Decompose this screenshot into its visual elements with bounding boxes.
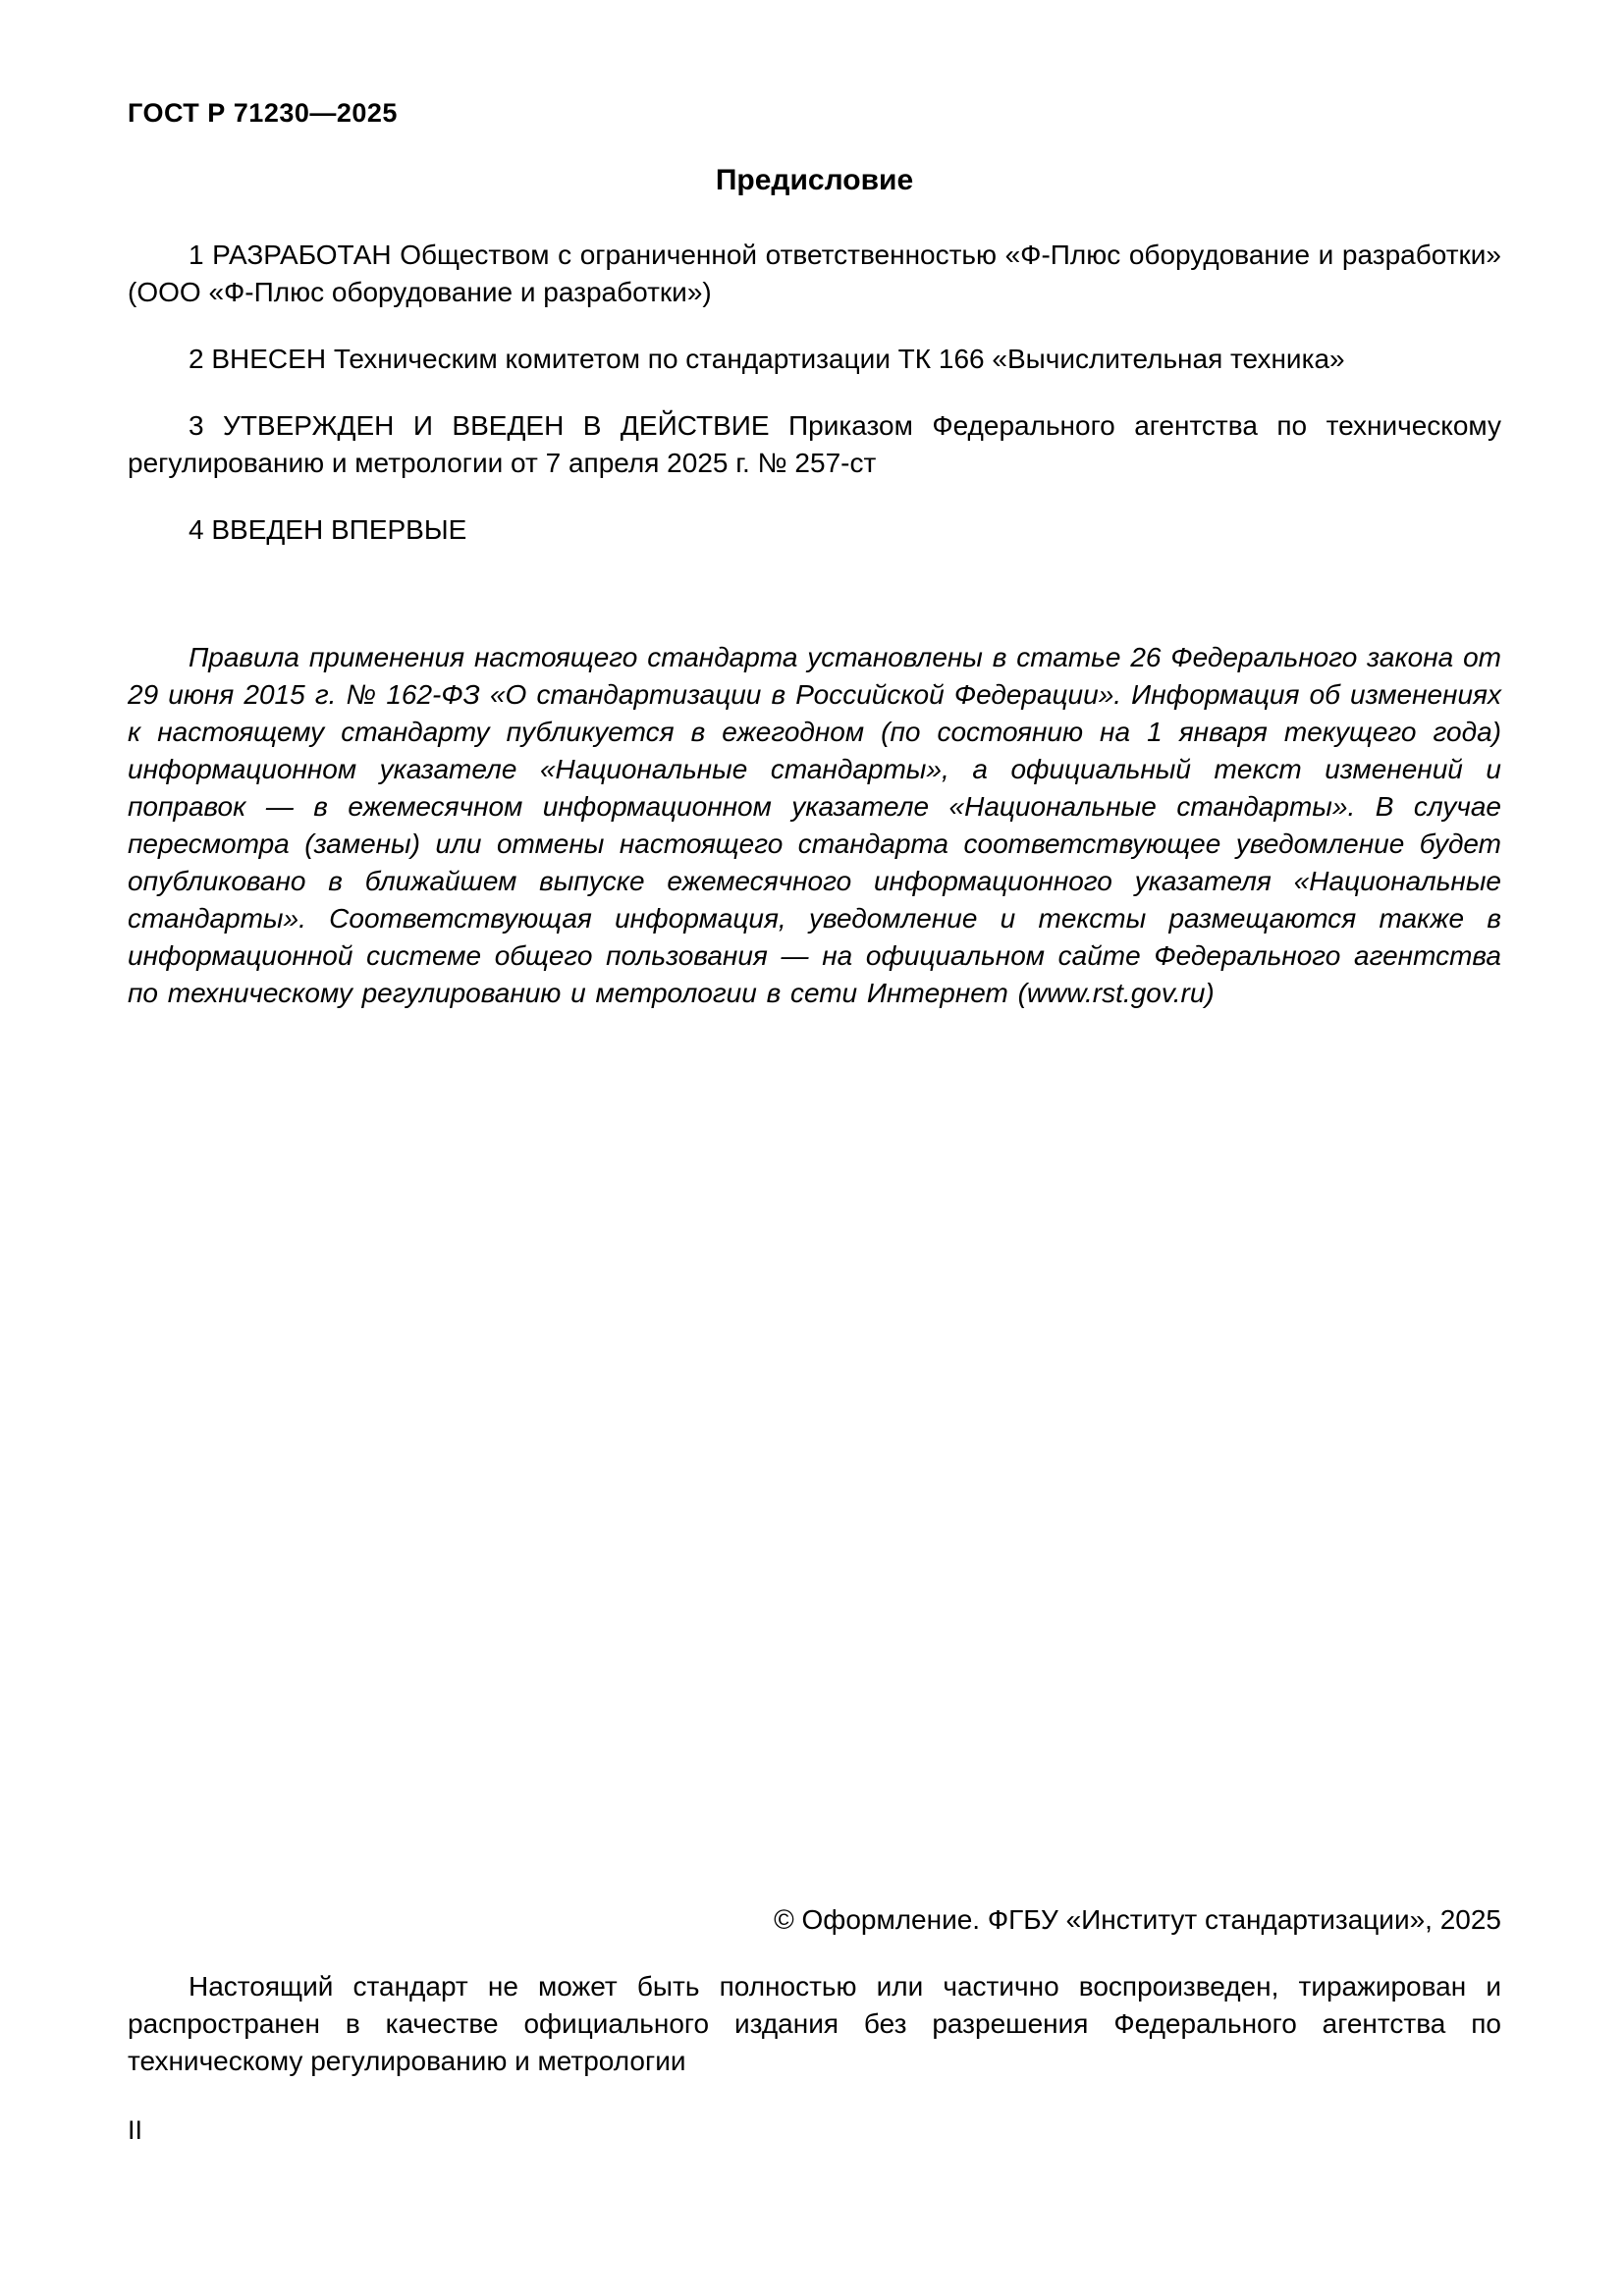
foreword-item-3: 3 УТВЕРЖДЕН И ВВЕДЕН В ДЕЙСТВИЕ Приказом Федерального агентства по техническому регулированию и метрологии от 7 апреля 2025 г. № 257-ст <box>128 410 1501 478</box>
legal-notice: Правила применения настоящего стандарта установлены в статье 26 Федерального закона от 29 июня 2015 г. № 162-ФЗ «О стандартизации в Российской Федерации». Информация об изменениях к настоящему стандарту публикуется в ежегодном (по состоянию на 1 января текущего года) информационном указателе «Национальные стандарты», а официальный текст изменений и поправок — в ежемесячном информационном указателе «Национальные стандарты». В случае пересмотра (замены) или отмены настоящего стандарта соответствующее уведомление будет опубликовано в ближайшем выпуске ежемесячного информационного указателя «Национальные стандарты». Соответствующая информация, уведомление и тексты размещаются также в информационной системе общего пользования — на официальном сайте Федерального агентства по техническому регулированию и метрологии в сети Интернет (www.rst.gov.ru) <box>128 642 1501 1008</box>
page-title: Предисловие <box>715 164 914 196</box>
foreword-item-4: 4 ВВЕДЕН ВПЕРВЫЕ <box>189 514 467 545</box>
page-number: II <box>128 2115 143 2145</box>
copyright-notice: © Оформление. ФГБУ «Институт стандартизации», 2025 <box>774 1904 1501 1935</box>
foreword-item-2: 2 ВНЕСЕН Техническим комитетом по стандартизации ТК 166 «Вычислительная техника» <box>189 344 1345 374</box>
doc-code: ГОСТ Р 71230—2025 <box>128 98 398 128</box>
reproduction-notice: Настоящий стандарт не может быть полностью или частично воспроизведен, тиражирован и распространен в качестве официального издания без разрешения Федерального агентства по техническому регулированию и метрологии <box>128 1971 1501 2076</box>
foreword-item-1: 1 РАЗРАБОТАН Обществом с ограниченной ответственностью «Ф-Плюс оборудование и разработки» (ООО «Ф-Плюс оборудование и разработки») <box>128 240 1501 307</box>
